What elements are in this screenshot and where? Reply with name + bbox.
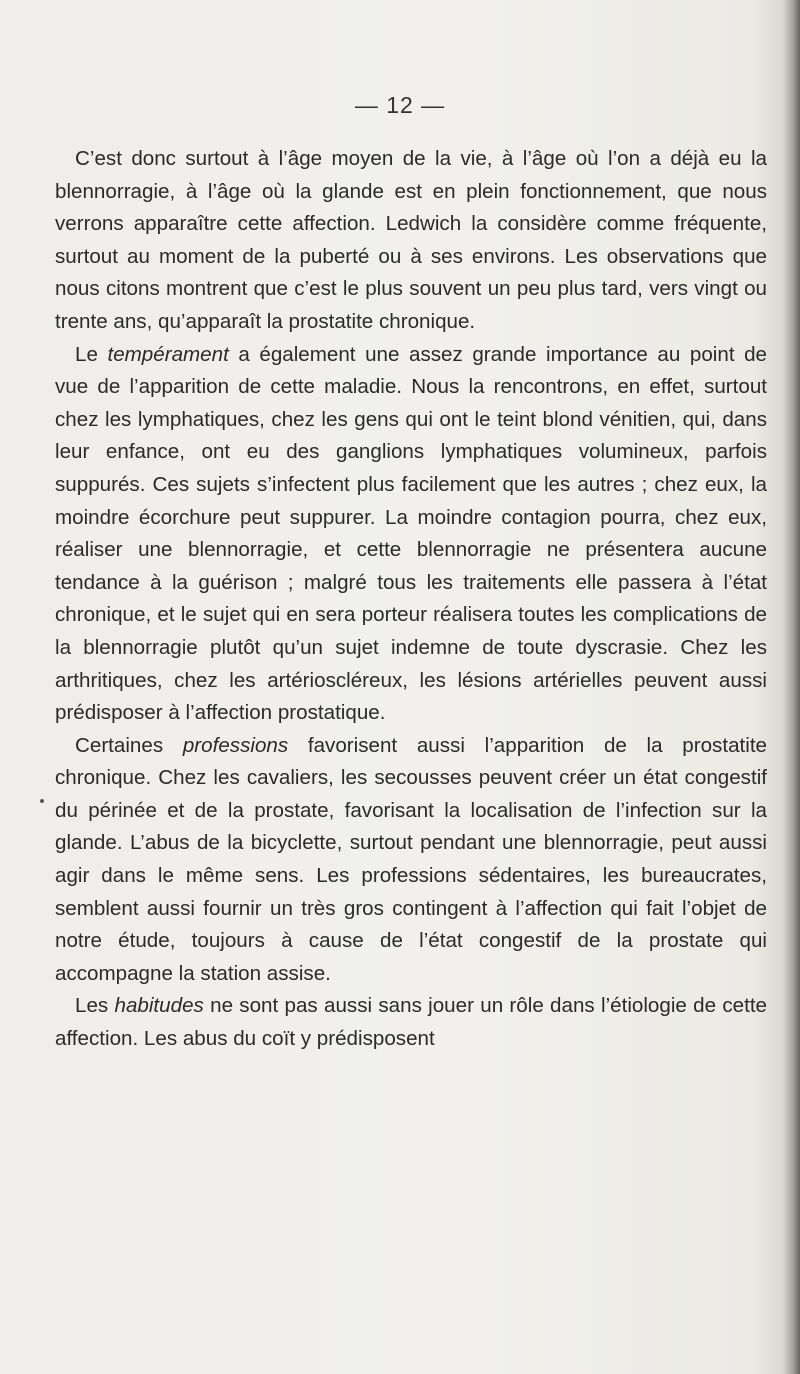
- paragraph-temperament: [55, 339, 767, 730]
- paragraph-habitudes-lead: Les: [75, 994, 115, 1018]
- paragraph-professions: [55, 730, 767, 991]
- page-edge-shadow: [782, 0, 800, 1374]
- paragraph-temperament-lead: Le: [75, 342, 108, 366]
- paragraph-professions-lead: Certaines: [75, 733, 183, 757]
- emphasis-professions: professions: [182, 733, 289, 757]
- body-text: [55, 143, 767, 1056]
- emphasis-temperament: tempérament: [107, 342, 229, 366]
- paragraph-temperament-rest: a également une assez grande importance au point de vue de l’apparition de cette maladie. Nous la rencontrons, en effet, surtout chez les lymphatiques, chez les gens qui ont le teint blond vénitien, qui, dans leur enfance, ont eu des ganglions lymphatiques volumineux, parfois suppurés. Ces sujets s’infectent plus facilement que les autres ; chez eux, la moindre écorchure peut suppurer. La moindre contagion pourra, chez eux, réaliser une blennorragie, et cette blennorragie ne présentera aucune tendance à la guérison ; malgré tous les traitements elle passera à l’état chronique, et le sujet qui en sera porteur réalisera toutes les complications de la blennorragie plutôt qu’un sujet indemne de toute dyscrasie. Chez les arthritiques, chez les artérioscléreux, les lésions artérielles peuvent aussi prédisposer à l’affection prostatique.: [55, 342, 767, 725]
- paragraph-professions-rest: favorisent aussi l’apparition de la prostatite chronique. Chez les cavaliers, les secousses peuvent créer un état congestif du périnée et de la prostate, favorisant la localisation de l’infection sur la glande. L’abus de la bicyclette, surtout pendant une blennorragie, peut aussi agir dans le même sens. Les professions sédentaires, les bureaucrates, semblent aussi fournir un très gros contingent à l’affection qui fait l’objet de notre étude, toujours à cause de l’état congestif de la prostate qui accompagne la station assise.: [55, 733, 767, 985]
- paragraph-habitudes-rest: ne sont pas aussi sans jouer un rôle dans l’étiologie de cette affection. Les abus du coït y prédisposent: [55, 994, 767, 1051]
- page-number: — 12 —: [354, 92, 446, 118]
- paragraph-habitudes: [55, 990, 767, 1055]
- ink-speck: [40, 799, 44, 803]
- emphasis-habitudes: habitudes: [114, 994, 204, 1018]
- paragraph-age: [55, 143, 767, 339]
- paragraph-age-text: C’est donc surtout à l’âge moyen de la vie, à l’âge où l’on a déjà eu la blennorragie, à l’âge où la glande est en plein fonctionnement, que nous verrons apparaître cette affection. Ledwich la considère comme fréquente, surtout au moment de la puberté ou à ses environs. Les observations que nous citons montrent que c’est le plus souvent un peu plus tard, vers vingt ou trente ans, qu’apparaît la prostatite chronique.: [55, 147, 767, 333]
